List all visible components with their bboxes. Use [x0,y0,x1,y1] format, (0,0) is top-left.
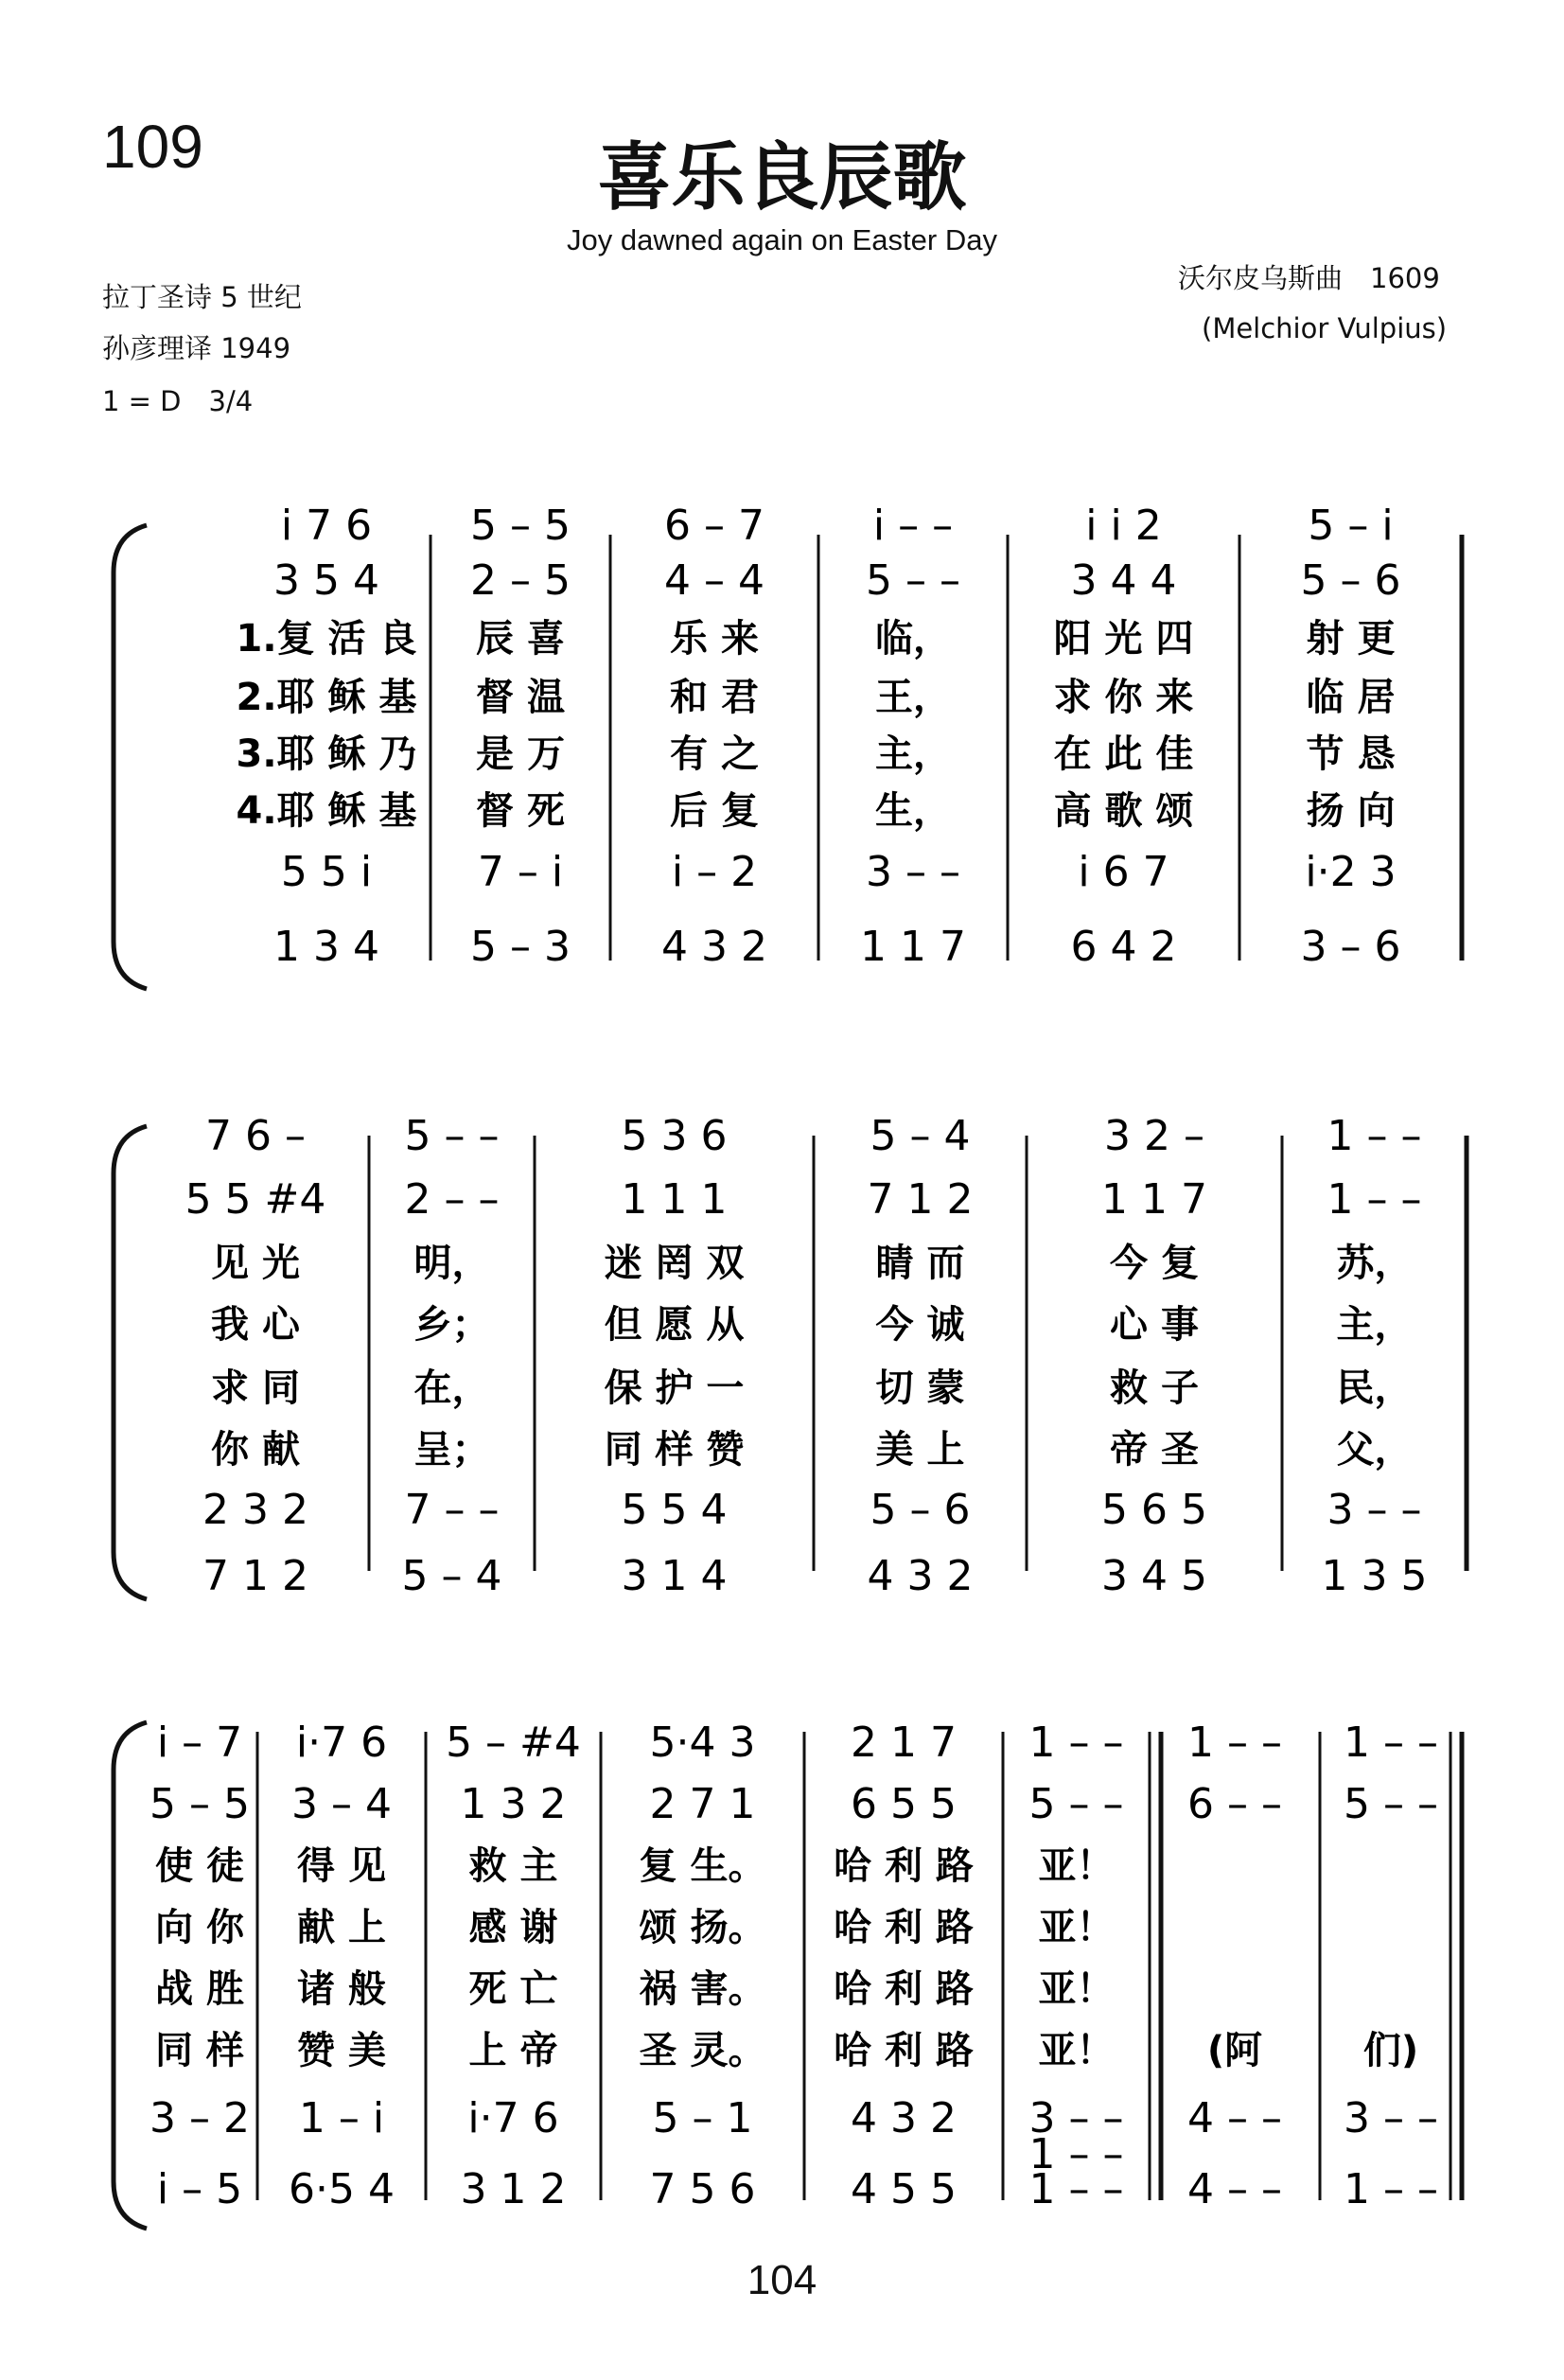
hymn-subtitle: Joy dawned again on Easter Day [567,223,997,256]
soprano-notes: 6 – 7 [664,502,764,550]
tenor-notes: 5 5 i [280,848,373,896]
bass-notes: 6·5 4 [289,2165,395,2213]
verse-1-lyric: 乐 来 [670,617,759,661]
tenor-notes: 5 5 4 [621,1486,728,1534]
tenor-notes: i·2 3 [1305,848,1397,896]
verse-4-lyric: 后 复 [670,789,759,833]
verse-3-lyric: 民， [1336,1366,1413,1410]
alto-notes: 3 5 4 [273,556,379,605]
soprano-notes: 5 – 4 [870,1112,971,1160]
verse-4-lyric: 呈； [413,1428,490,1472]
verse-1-lyric: 复 生。 [639,1844,766,1888]
soprano-notes: 5·4 3 [649,1719,756,1767]
page-number: 104 [747,2257,817,2303]
composer: 沃尔皮乌斯曲 1609 [1178,262,1440,294]
verse-3-lyric: 救 子 [1110,1366,1199,1410]
tenor-notes: i – 2 [671,848,758,896]
tenor-notes: 1 – i [298,2094,385,2142]
hymn-number: 109 [102,113,203,181]
bass-notes: 1 3 4 [273,923,379,971]
alto-notes: 6 5 5 [851,1780,957,1828]
verse-1-lyric: 亚！ [1038,1844,1115,1888]
verse-4-lyric: 同 样 赞 [604,1428,745,1472]
verse-1-lyric: 使 徒 [155,1844,244,1888]
verse-1-lyric: 1.复 活 良 [236,617,417,661]
alto-notes: 5 5 #4 [185,1175,326,1224]
verse-3-lyric: 求 同 [211,1366,300,1410]
alto-notes: 5 – 5 [149,1780,250,1828]
tenor-notes: 5 – 6 [870,1486,971,1534]
verse-2-lyric: 亚！ [1038,1906,1115,1949]
tenor-notes: 3 – – [1344,2094,1438,2142]
soprano-notes: 5 – 5 [470,502,571,550]
alto-notes: 5 – – [1344,1780,1438,1828]
verse-1-lyric: 苏， [1336,1242,1413,1285]
alto-notes: 2 7 1 [649,1780,756,1828]
bass-notes: 3 4 5 [1101,1552,1207,1600]
verse-1-lyric: 迷 罔 双 [604,1242,745,1285]
verse-4-lyric: 哈 利 路 [834,2029,974,2072]
bass-notes: i – 5 [156,2165,243,2213]
tenor-notes: 7 – i [477,848,564,896]
verse-2-lyric: 感 谢 [468,1906,558,1949]
tenor-notes: i·7 6 [467,2094,559,2142]
tenor-alt-notes: 1 – – [1028,2130,1124,2178]
verse-1-lyric: 临， [875,617,951,661]
verse-3-lyric: 战 胜 [155,1967,244,2011]
verse-4-lyric: 同 样 [155,2029,244,2072]
bass-notes: 6 4 2 [1070,923,1177,971]
verse-2-lyric: 心 事 [1110,1303,1199,1347]
alto-notes: 1 – – [1327,1175,1422,1224]
alto-notes: 2 – 5 [470,556,571,605]
alto-notes: 1 1 1 [621,1175,728,1224]
verse-1-lyric: 哈 利 路 [834,1844,974,1888]
bass-notes: 7 1 2 [202,1552,308,1600]
verse-4-lyric: 扬 向 [1306,789,1396,833]
tenor-notes: 3 – – [1028,2094,1124,2142]
system-3-brace [114,1722,147,2229]
verse-2-lyric: 2.耶 稣 基 [236,676,417,719]
verse-4-lyric: (阿 [1206,2029,1263,2072]
soprano-notes: i – 7 [156,1719,243,1767]
verse-4-lyric: 圣 灵。 [639,2029,766,2072]
verse-2-lyric: 主， [1336,1303,1413,1347]
verse-3-lyric: 在 此 佳 [1053,732,1194,776]
soprano-notes: 1 – – [1028,1719,1124,1767]
verse-1-lyric: 见 光 [211,1242,300,1285]
tenor-notes: 4 – – [1187,2094,1282,2142]
soprano-notes: 3 2 – [1104,1112,1204,1160]
alto-notes: 3 4 4 [1070,556,1177,605]
tenor-notes: 3 – – [866,848,960,896]
verse-3-lyric: 亚！ [1038,1967,1115,2011]
tenor-notes: 3 – – [1327,1486,1422,1534]
verse-4-lyric: 亚！ [1038,2029,1115,2072]
tenor-notes: 5 – 1 [652,2094,753,2142]
verse-1-lyric: 救 主 [468,1844,558,1888]
verse-2-lyric: 求 你 来 [1053,676,1194,719]
bass-notes: 3 1 2 [460,2165,567,2213]
alto-notes: 5 – – [1028,1780,1124,1828]
verse-1-lyric: 射 更 [1306,617,1396,661]
bass-notes: 7 5 6 [649,2165,756,2213]
alto-notes: 5 – 6 [1300,556,1401,605]
soprano-notes: 2 1 7 [851,1719,957,1767]
soprano-notes: i i 2 [1085,502,1162,550]
tenor-notes: 7 – – [404,1486,500,1534]
verse-4-lyric: 美 上 [875,1428,965,1472]
bass-notes: 4 3 2 [867,1552,974,1600]
soprano-notes: 7 6 – [205,1112,306,1160]
soprano-notes: 5 3 6 [621,1112,728,1160]
bass-notes: 5 – 3 [470,923,571,971]
verse-3-lyric: 哈 利 路 [834,1967,974,2011]
tenor-notes: 3 – 2 [149,2094,250,2142]
soprano-notes: 1 – – [1327,1112,1422,1160]
verse-3-lyric: 祸 害。 [639,1967,766,2011]
verse-4-lyric: 上 帝 [468,2029,558,2072]
verse-3-lyric: 诸 般 [297,1967,386,2011]
verse-2-lyric: 哈 利 路 [834,1906,974,1949]
verse-2-lyric: 我 心 [211,1303,300,1347]
system-1-brace [114,525,147,989]
verse-3-lyric: 死 亡 [468,1967,558,2011]
bass-notes: 3 – 6 [1300,923,1401,971]
verse-2-lyric: 乡； [413,1303,490,1347]
verse-3-lyric: 保 护 一 [604,1366,745,1410]
verse-4-lyric: 4.耶 稣 基 [236,789,417,833]
alto-notes: 4 – 4 [664,556,764,605]
alto-notes: 5 – – [866,556,960,605]
verse-1-lyric: 辰 喜 [476,617,565,661]
hymn-title: 喜乐良辰歌 [597,134,967,220]
alto-notes: 1 1 7 [1101,1175,1207,1224]
verse-2-lyric: 献 上 [297,1906,386,1949]
alto-notes: 2 – – [404,1175,500,1224]
tenor-notes: i 6 7 [1078,848,1169,896]
verse-1-lyric: 得 见 [297,1844,386,1888]
alto-notes: 3 – 4 [291,1780,392,1828]
verse-2-lyric: 今 诚 [875,1303,965,1347]
verse-2-lyric: 督 温 [476,676,565,719]
verse-3-lyric: 节 恳 [1306,732,1396,776]
verse-2-lyric: 王， [875,676,951,719]
verse-2-lyric: 颂 扬。 [639,1906,766,1949]
key-signature: 1 = D 3/4 [102,385,254,417]
verse-3-lyric: 有 之 [670,732,759,776]
verse-2-lyric: 临 居 [1306,676,1396,719]
verse-1-lyric: 明， [413,1242,490,1285]
soprano-notes: 5 – #4 [446,1719,581,1767]
bass-notes: 1 – – [1028,2165,1124,2213]
verse-4-lyric: 高 歌 颂 [1053,789,1194,833]
verse-1-lyric: 今 复 [1110,1242,1199,1285]
tenor-notes: 4 3 2 [851,2094,957,2142]
bass-notes: 1 – – [1344,2165,1438,2213]
bass-notes: 4 5 5 [851,2165,957,2213]
verse-2-lyric: 但 愿 从 [604,1303,745,1347]
verse-4-lyric: 赞 美 [297,2029,386,2072]
verse-4-lyric: 们) [1362,2029,1419,2072]
bass-notes: 4 3 2 [661,923,767,971]
system-2-brace [114,1126,147,1599]
soprano-notes: i·7 6 [295,1719,388,1767]
soprano-notes: 1 – – [1344,1719,1438,1767]
verse-2-lyric: 向 你 [155,1906,244,1949]
verse-1-lyric: 睛 而 [875,1242,965,1285]
soprano-notes: 5 – i [1308,502,1394,550]
verse-2-lyric: 和 君 [670,676,759,719]
translator: 孙彦理译 1949 [102,332,291,364]
verse-3-lyric: 切 蒙 [875,1366,965,1410]
soprano-notes: 5 – – [404,1112,500,1160]
verse-3-lyric: 是 万 [476,732,565,776]
alto-notes: 1 3 2 [460,1780,567,1828]
alto-notes: 7 1 2 [867,1175,974,1224]
verse-3-lyric: 在， [413,1366,490,1410]
bass-notes: 1 1 7 [860,923,966,971]
verse-3-lyric: 主， [875,732,951,776]
bass-notes: 5 – 4 [401,1552,502,1600]
bass-notes: 4 – – [1187,2165,1282,2213]
verse-4-lyric: 你 献 [211,1428,300,1472]
text-source: 拉丁圣诗 5 世纪 [102,281,302,313]
soprano-notes: i 7 6 [280,502,373,550]
verse-3-lyric: 3.耶 稣 乃 [236,732,417,776]
soprano-notes: 1 – – [1187,1719,1282,1767]
composer-latin: (Melchior Vulpius) [1202,312,1448,344]
verse-4-lyric: 督 死 [476,789,565,833]
tenor-notes: 2 3 2 [202,1486,308,1534]
tenor-notes: 5 6 5 [1101,1486,1207,1534]
bass-notes: 1 3 5 [1321,1552,1428,1600]
verse-4-lyric: 生， [875,789,951,833]
verse-4-lyric: 父， [1336,1428,1413,1472]
bass-notes: 3 1 4 [621,1552,728,1600]
verse-1-lyric: 阳 光 四 [1053,617,1194,661]
verse-4-lyric: 帝 圣 [1110,1428,1199,1472]
soprano-notes: i – – [872,502,954,550]
alto-notes: 6 – – [1187,1780,1282,1828]
